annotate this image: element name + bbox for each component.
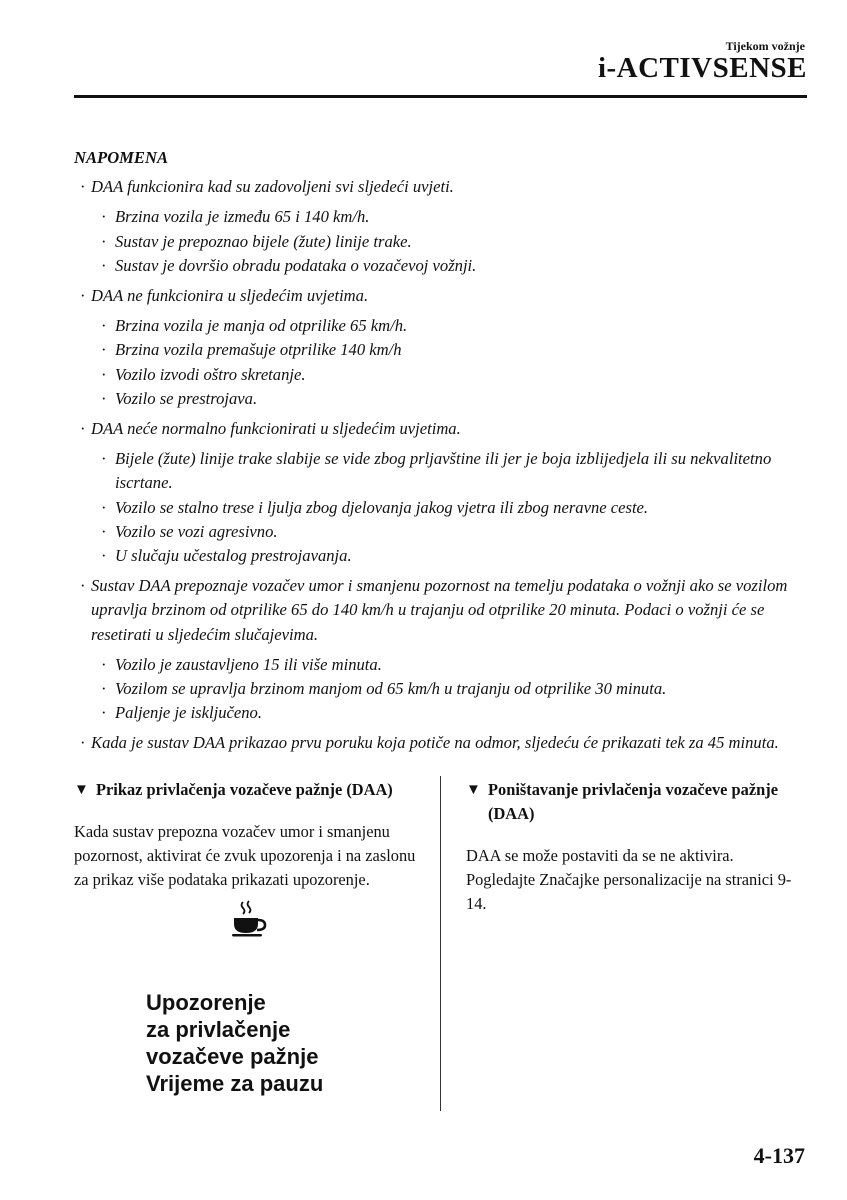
note-sublist <box>74 314 802 411</box>
right-column <box>466 778 806 916</box>
display-line: Vrijeme za pauzu <box>146 1071 324 1096</box>
left-column <box>74 778 424 942</box>
section-heading-text: Poništavanje privlačenja vozačeve pažnje (DAA) <box>488 780 778 823</box>
note-item: · DAA funkcionira kad su zadovoljeni svi sljedeći uvjeti. <box>74 175 802 199</box>
coffee-cup-icon <box>229 898 269 938</box>
column-divider <box>440 776 441 1111</box>
section-heading-daa-display <box>74 778 424 802</box>
note-subitem: · Bijele (žute) linije trake slabije se vide zbog prljavštine ili jer je boja izblijedjela ili su nekvalitetno iscrtane. <box>98 447 802 495</box>
display-line: Upozorenje <box>146 990 266 1015</box>
note-sublist <box>74 205 802 278</box>
note-subitem: · U slučaju učestalog prestrojavanja. <box>98 544 802 568</box>
display-line: za privlačenje <box>146 1017 291 1042</box>
note-item: · Kada je sustav DAA prikazao prvu poruku koja potiče na odmor, sljedeću će prikazati tek za 45 minuta. <box>74 731 802 755</box>
note-subitem: · Brzina vozila je između 65 i 140 km/h. <box>98 205 802 229</box>
note-subitem: · Sustav je prepoznao bijele (žute) linije trake. <box>98 230 802 254</box>
note-subitem: · Vozilom se upravlja brzinom manjom od 65 km/h u trajanju od otprilike 30 minuta. <box>98 677 802 701</box>
note-subitem: · Vozilo se stalno trese i ljulja zbog djelovanja jakog vjetra ili zbog neravne ceste. <box>98 496 802 520</box>
note-subitem: · Vozilo izvodi oštro skretanje. <box>98 363 802 387</box>
note-box <box>74 146 802 756</box>
note-item: · DAA ne funkcionira u sljedećim uvjetima. <box>74 284 802 308</box>
note-item: · Sustav DAA prepoznaje vozačev umor i smanjenu pozornost na temelju podataka o vožnji ako se vozilom upravlja brzinom od otprilike 65 do 140 km/h u trajanju od otprilike 20 minuta. Podaci o vožnji će se resetirati u sljedećim slučajevima. <box>74 574 802 647</box>
note-subitem: · Vozilo je zaustavljeno 15 ili više minuta. <box>98 653 802 677</box>
header-divider <box>74 95 807 98</box>
note-subitem: · Paljenje je isključeno. <box>98 701 802 725</box>
note-heading: NAPOMENA <box>74 148 169 167</box>
warning-display <box>146 989 323 1097</box>
triangle-marker-icon: ▼ <box>74 782 89 798</box>
section-heading-text: Prikaz privlačenja vozačeve pažnje (DAA) <box>96 780 393 799</box>
display-line: vozačeve pažnje <box>146 1044 319 1069</box>
section-body: DAA se može postaviti da se ne aktivira. Pogledajte Značajke personalizacije na stranici 9-14. <box>466 846 792 913</box>
note-sublist <box>74 653 802 726</box>
section-heading-daa-cancel <box>466 778 806 826</box>
note-subitem: · Brzina vozila je manja od otprilike 65 km/h. <box>98 314 802 338</box>
page-title: i-ACTIVSENSE <box>597 52 807 84</box>
icon-row <box>74 892 424 942</box>
triangle-marker-icon: ▼ <box>466 782 481 798</box>
note-sublist <box>74 447 802 568</box>
note-subitem: · Vozilo se vozi agresivno. <box>98 520 802 544</box>
note-item: · DAA neće normalno funkcionirati u sljedećim uvjetima. <box>74 417 802 441</box>
page-number: 4-137 <box>753 1143 805 1168</box>
note-subitem: · Brzina vozila premašuje otprilike 140 km/h <box>98 338 802 362</box>
note-subitem: · Vozilo se prestrojava. <box>98 387 802 411</box>
section-title: Tijekom vožnje <box>725 39 805 53</box>
section-body: Kada sustav prepozna vozačev umor i smanjenu pozornost, aktivirat će zvuk upozorenja i na zaslonu za prikaz više podataka prikazati upozorenje. <box>74 822 416 889</box>
note-subitem: · Sustav je dovršio obradu podataka o vozačevoj vožnji. <box>98 254 802 278</box>
